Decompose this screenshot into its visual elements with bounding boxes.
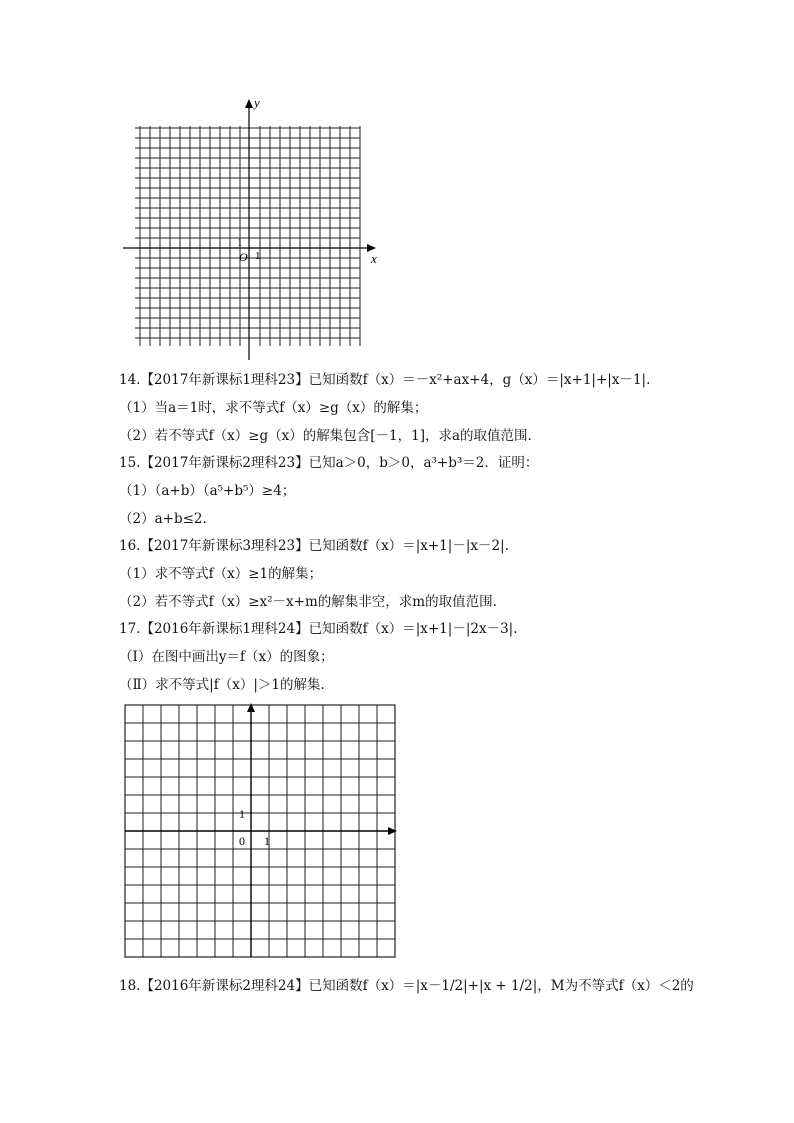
problem-16-part-2: （2）若不等式f（x）≥x²－x+m的解集非空，求m的取值范围.: [119, 594, 497, 610]
problem-17-part-2: （Ⅱ）求不等式|f（x）|＞1的解集.: [119, 677, 325, 693]
unit-x-label-2: 1: [264, 834, 270, 848]
problem-15-stem: 15.【2017年新课标2理科23】已知a＞0，b＞0，a³+b³＝2．证明：: [119, 455, 539, 471]
unit-x-label-1: 1: [255, 250, 261, 262]
x-axis-label-1: x: [371, 251, 377, 266]
problem-14-part-2: （2）若不等式f（x）≥g（x）的解集包含[－1，1]，求a的取值范围.: [119, 428, 532, 444]
y-axis-arrow-2: [247, 703, 255, 712]
unit-y-label-2: 1: [239, 807, 245, 821]
problem-17-part-1: （Ⅰ）在图中画出y＝f（x）的图象；: [119, 649, 334, 665]
grid-1-svg: [120, 93, 390, 365]
problem-16-stem: 16.【2017年新课标3理科23】已知函数f（x）＝|x+1|－|x－2|.: [119, 538, 509, 554]
origin-label-2: 0: [239, 834, 245, 848]
y-axis-arrow-1: [245, 99, 253, 108]
problem-15-part-1: （1）（a+b）（a⁵+b⁵）≥4；: [119, 483, 296, 499]
coordinate-grid-figure-1: [120, 93, 390, 369]
problem-16-part-1: （1）求不等式f（x）≥1的解集；: [119, 566, 323, 582]
x-axis-arrow-2: [388, 827, 397, 835]
y-axis-label-1: y: [254, 95, 260, 110]
problem-18-stem: 18.【2016年新课标2理科24】已知函数f（x）＝|x－1/2|+|x + 1/2|，M为不等式f（x）＜2的: [119, 978, 694, 994]
unit-y-label-1: 1: [237, 237, 243, 249]
grid-1-lines: [135, 126, 360, 346]
problem-15-part-2: （2）a+b≤2.: [119, 511, 207, 527]
origin-label-1: O: [239, 250, 248, 264]
coordinate-grid-figure-2: [120, 700, 400, 966]
problem-14-stem: 14.【2017年新课标1理科23】已知函数f（x）＝－x²+ax+4，g（x）＝|x+1|+|x－1|.: [119, 372, 651, 388]
problem-17-stem: 17.【2016年新课标1理科24】已知函数f（x）＝|x+1|－|2x－3|.: [119, 621, 518, 637]
problem-14-part-1: （1）当a＝1时，求不等式f（x）≥g（x）的解集；: [119, 400, 428, 416]
grid-2-svg: [120, 700, 400, 962]
